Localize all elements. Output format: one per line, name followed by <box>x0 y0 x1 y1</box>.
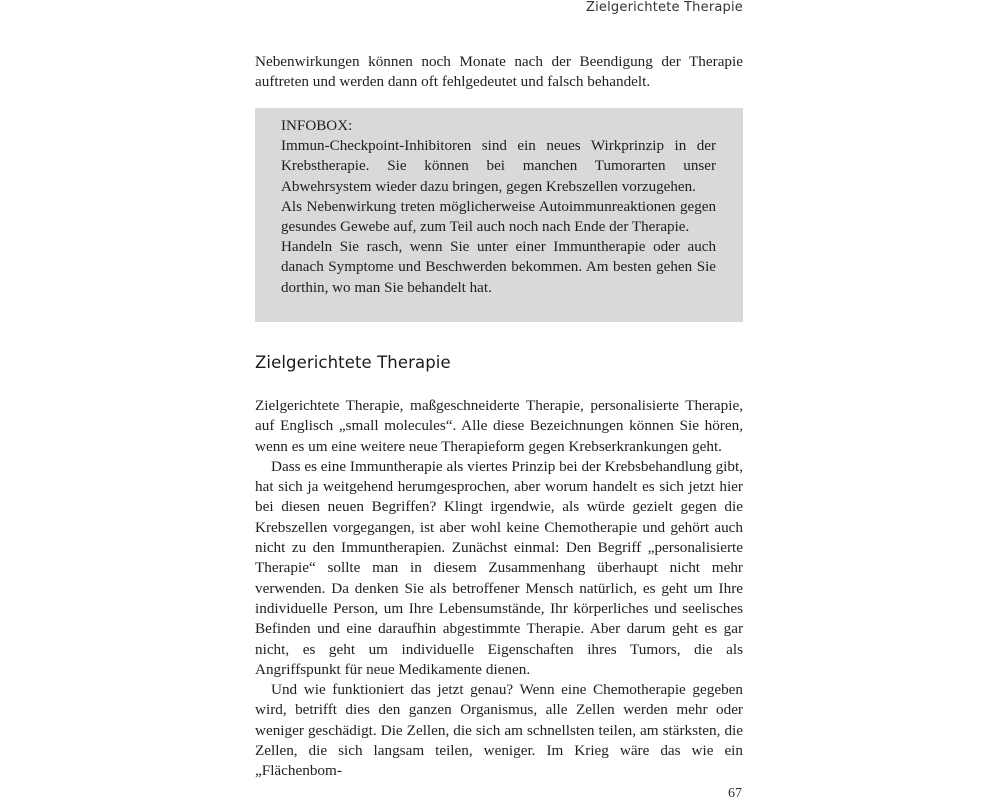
section-heading: Zielgerichtete Therapie <box>255 353 451 372</box>
infobox <box>255 108 743 322</box>
infobox-paragraph: Als Nebenwirkung treten möglicherweise Autoimmunreaktionen gegen gesundes Gewebe auf, zum Teil auch noch nach Ende der Therapie. <box>281 198 716 236</box>
page-number: 67 <box>728 786 742 801</box>
body-paragraph: Und wie funktioniert das jetzt genau? Wenn eine Chemotherapie gegeben wird, betrifft dies den ganzen Organismus, alle Zellen werden mehr oder weniger geschädigt. Die Zellen, die sich am schnellsten teilen, am stärksten, die Zellen, die sich langsam teilen, weniger. Im Krieg wäre das wie ein „Flächenbom- <box>255 681 743 780</box>
body-paragraph: Dass es eine Immuntherapie als viertes Prinzip bei der Krebsbehandlung gibt, hat sich ja weitgehend herumgesprochen, aber worum handelt es sich jetzt hier bei diesen neuen Begriffen? Klingt irgendwie, als würde gezielt gegen die Krebszellen vorgegangen, ist aber wohl keine Chemotherapie und gehört auch nicht zu den Immuntherapien. Zunächst einmal: Den Begriff „personalisierte Therapie“ sollte man in diesem Zusammenhang überhaupt nicht mehr verwenden. Da denken Sie als betroffener Mensch natürlich, es geht um Ihre individuelle Person, um Ihre Lebensumstände, Ihr körperliches und seelisches Befinden und eine daraufhin abgestimmte Therapie. Aber darum geht es gar nicht, es geht um individuelle Eigenschaften ihres Tumors, die als Angriffspunkt für neue Medikamente dienen. <box>255 457 743 678</box>
infobox-title: INFOBOX: <box>281 118 353 134</box>
intro-paragraph: Nebenwirkungen können noch Monate nach der Beendigung der Therapie auftreten und werden dann oft fehlgedeutet und falsch behandelt. <box>255 53 743 91</box>
body-text <box>255 396 743 782</box>
running-header: Zielgerichtete Therapie <box>586 0 743 15</box>
body-paragraph: Zielgerichtete Therapie, maßgeschneiderte Therapie, personalisierte Therapie, auf Englisch „small molecules“. Alle diese Bezeichnungen können Sie hören, wenn es um eine weitere neue Therapieform gegen Krebserkrankungen geht. <box>255 397 743 455</box>
infobox-paragraph: Handeln Sie rasch, wenn Sie unter einer Immuntherapie oder auch danach Symptome und Beschwerden bekommen. Am besten gehen Sie dorthin, wo man Sie behandelt hat. <box>281 239 716 296</box>
infobox-paragraph: Immun-Checkpoint-Inhibitoren sind ein neues Wirkprinzip in der Krebstherapie. Sie können bei manchen Tumorarten unser Abwehrsystem wieder dazu bringen, gegen Krebszellen vorzugehen. <box>281 138 716 195</box>
